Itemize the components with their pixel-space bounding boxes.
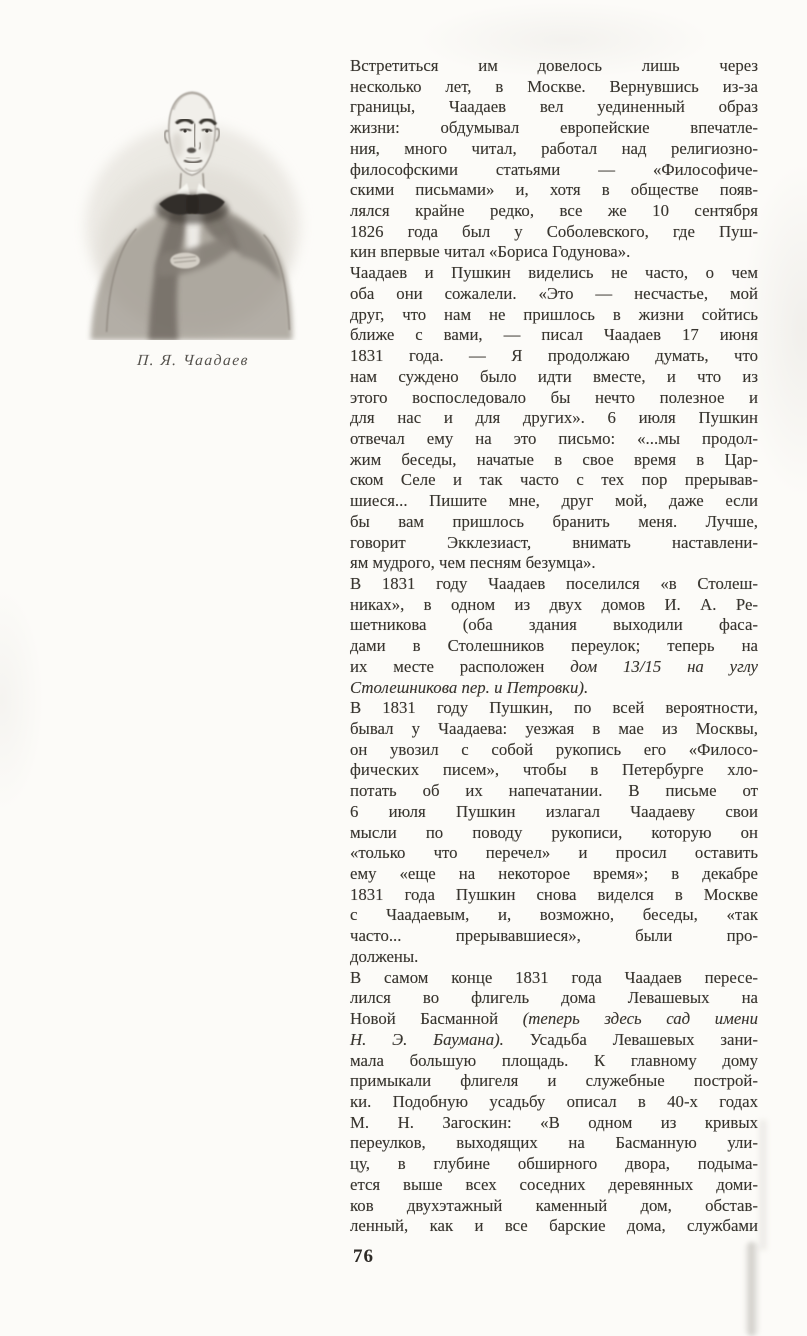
text-line: мысли по поводу рукописи, которую он xyxy=(350,822,758,842)
text-line: М. Н. Загоскин: «В одном из кривых xyxy=(350,1112,758,1132)
text-line: потать об их напечатании. В письме от xyxy=(350,781,758,801)
text-line: жим беседы, начатые в свое время в Цар- xyxy=(350,449,758,469)
text-line: 1831 года. — Я продолжаю думать, что xyxy=(350,346,758,366)
text-line: бывал у Чаадаева: уезжая в мае из Москвы, xyxy=(350,719,758,738)
text-line: Встретиться им довелось лишь через xyxy=(350,56,758,75)
paragraph xyxy=(350,574,758,698)
text-line: ему «еще на некоторое время»; в декабре xyxy=(350,864,758,884)
text-line: нам суждено было идти вместе, и что из xyxy=(350,366,758,386)
text-line: Столешникова пер. и Петровки). xyxy=(350,677,589,697)
text-line: бы вам пришлось бранить меня. Лучше, xyxy=(350,511,758,531)
text-line: ния, много читал, работал над религиозно- xyxy=(350,138,758,158)
text-line: цу, в глубине обширного двора, подыма- xyxy=(350,1154,758,1174)
text-line: ском Селе и так часто с тех пор прерывав- xyxy=(350,470,758,490)
text-line: говорит Экклезиаст, внимать наставлени- xyxy=(350,532,758,552)
text-line: несколько лет, в Москве. Вернувшись из-за xyxy=(350,76,758,96)
text-line: В самом конце 1831 года Чаадаев пересе- xyxy=(350,967,758,987)
text-line: часто... прерывавшиеся», были про- xyxy=(350,926,758,946)
text-line: друг, что нам не пришлось в жизни сойтись xyxy=(350,304,758,324)
text-line: должены. xyxy=(350,946,419,966)
page-edge-shadow-upper xyxy=(758,1120,768,1250)
text-line: скими письмами» и, хотя в обществе появ- xyxy=(350,180,758,200)
text-line: для нас и для других». 6 июля Пушкин xyxy=(350,408,758,428)
text-line: ближе с вами, — писал Чаадаев 17 июня xyxy=(350,325,758,345)
text-line: Чаадаев и Пушкин виделись не часто, о чем xyxy=(350,263,758,283)
text-line: ленный, как и все барские дома, службами xyxy=(350,1216,758,1236)
text-line: В 1831 году Пушкин, по всей вероятности, xyxy=(350,698,758,718)
text-line: Н. Э. Баумана). Усадьба Левашевых зани- xyxy=(350,1029,758,1049)
text-line: «только что перечел» и просил оставить xyxy=(350,843,758,863)
text-line: границы, Чаадаев вел уединенный образ xyxy=(350,97,758,117)
text-line: Новой Басманной (теперь здесь сад имени xyxy=(350,1009,758,1029)
text-line: философскими статьями — «Философиче- xyxy=(350,159,758,179)
text-line: ки. Подобную усадьбу описал в 40-х годах xyxy=(350,1091,758,1111)
text-line: отвечал ему на это письмо: «...мы продол- xyxy=(350,428,758,448)
body-text-column xyxy=(350,56,758,1237)
text-line: переулков, выходящих на Басманную ули- xyxy=(350,1133,758,1153)
text-line: примыкали флигеля и служебные построй- xyxy=(350,1071,758,1091)
paragraph xyxy=(350,263,758,574)
text-line: этого воспоследовало бы нечто полезное и xyxy=(350,387,758,407)
text-line: 1831 года Пушкин снова виделся в Москве xyxy=(350,884,758,904)
portrait-figure xyxy=(72,52,314,370)
text-line: 1826 года был у Соболевского, где Пуш- xyxy=(350,221,758,241)
text-line: фических писем», чтобы в Петербурге хло- xyxy=(350,760,758,780)
chaadaev-portrait-drawing xyxy=(72,52,314,340)
text-line: шиеся... Пишите мне, друг мой, даже если xyxy=(350,491,758,511)
text-line: он увозил с собой рукопись его «Филосо- xyxy=(350,739,758,759)
page-edge-shadow xyxy=(744,1242,760,1336)
paragraph xyxy=(350,968,758,1237)
text-line: лялся крайне редко, все же 10 сентября xyxy=(350,201,758,221)
paragraph xyxy=(350,698,758,967)
text-line: жизни: обдумывал европейские впечатле- xyxy=(350,118,758,138)
text-line: оба они сожалели. «Это — несчастье, мой xyxy=(350,283,758,303)
text-line: ется выше всех соседних деревянных доми- xyxy=(350,1174,758,1194)
paragraph xyxy=(350,56,758,263)
text-line: с Чаадаевым, и, возможно, беседы, «так xyxy=(350,905,758,925)
text-line: мала большую площадь. К главному дому xyxy=(350,1050,758,1070)
text-line: никах», в одном из двух домов И. А. Ре- xyxy=(350,594,758,614)
text-line: 6 июля Пушкин излагал Чаадаеву свои xyxy=(350,801,758,821)
text-line: ям мудрого, чем песням безумца». xyxy=(350,553,596,573)
text-line: дами в Столешников переулок; теперь на xyxy=(350,636,758,656)
text-line: кин впервые читал «Бориса Годунова». xyxy=(350,242,631,262)
page-number: 76 xyxy=(353,1246,374,1267)
text-line: ков двухэтажный каменный дом, обстав- xyxy=(350,1195,758,1215)
text-line: шетникова (оба здания выходили фаса- xyxy=(350,615,758,635)
text-line: их месте расположен дом 13/15 на углу xyxy=(350,656,758,676)
text-line: лился во флигель дома Левашевых на xyxy=(350,988,758,1008)
portrait-caption: П. Я. Чаадаев xyxy=(136,352,250,369)
text-line: В 1831 году Чаадаев поселился «в Столеш- xyxy=(350,573,758,593)
